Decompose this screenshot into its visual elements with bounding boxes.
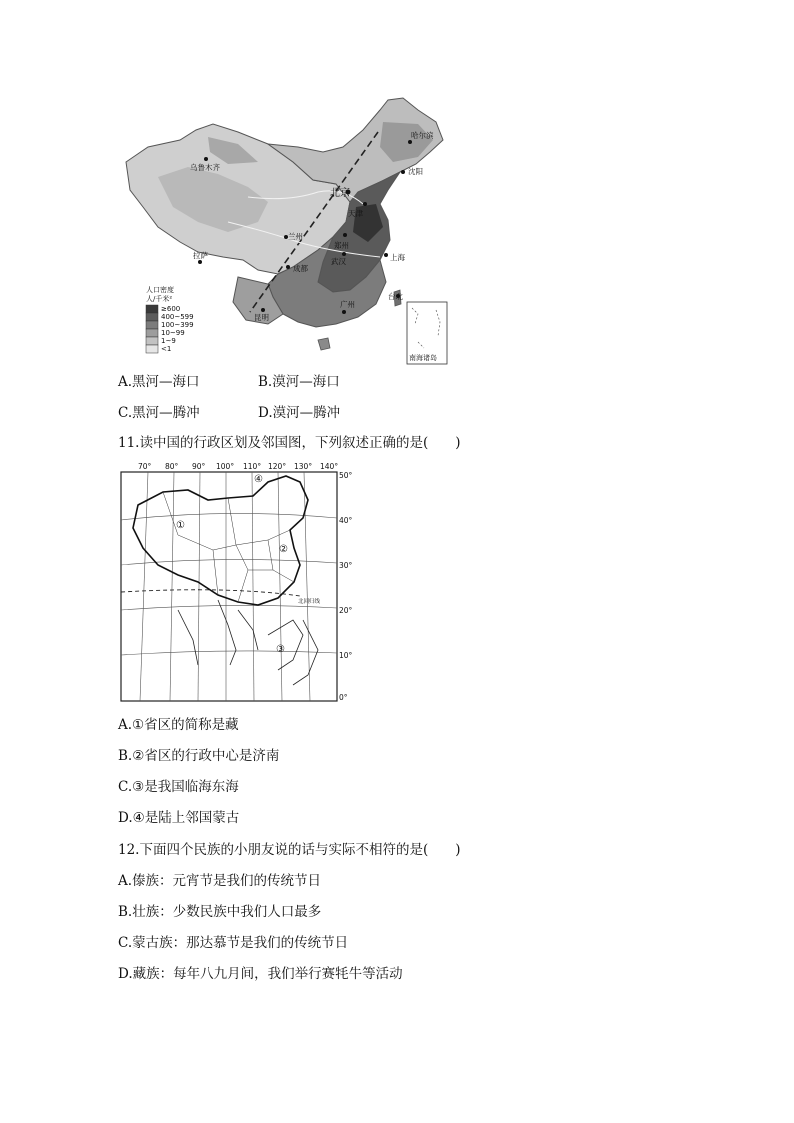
city-label: 上海	[390, 253, 405, 262]
lat-label: 40°	[339, 516, 353, 525]
inset-label: 南海诸岛	[409, 354, 437, 362]
city-label: 北京	[330, 188, 350, 199]
option-c: C.黑河—腾冲	[118, 405, 200, 421]
city-label: 沈阳	[408, 167, 423, 176]
q11-option-b: B.②省区的行政中心是济南	[118, 748, 280, 764]
city-label: 乌鲁木齐	[190, 163, 220, 172]
region-mark-1: ①	[176, 520, 185, 531]
legend-item: 10~99	[161, 329, 185, 337]
q12-option-d: D.藏族：每年八九月间，我们举行赛牦牛等活动	[118, 966, 403, 982]
city-label: 成都	[293, 264, 308, 273]
lon-label: 110°	[243, 462, 262, 471]
q12-option-c: C.蒙古族：那达慕节是我们的传统节日	[118, 935, 349, 951]
option-a: A.黑河—海口	[118, 374, 200, 390]
lat-label: 50°	[339, 471, 353, 480]
q11-option-c: C.③是我国临海东海	[118, 779, 239, 795]
city-label: 天津	[348, 209, 363, 218]
lon-label: 90°	[192, 462, 206, 471]
lon-label: 130°	[294, 462, 313, 471]
city-label: 哈尔滨	[411, 131, 434, 140]
lon-label: 120°	[268, 462, 287, 471]
city-label: 昆明	[254, 313, 269, 322]
lat-label: 10°	[339, 651, 353, 660]
lat-label: 30°	[339, 561, 353, 570]
q12-option-b: B.壮族：少数民族中我们人口最多	[118, 904, 322, 920]
legend-item: <1	[161, 345, 172, 353]
south-china-sea-inset	[407, 302, 447, 364]
city-label: 台北	[388, 292, 403, 301]
region-mark-3: ③	[276, 644, 285, 655]
legend-item: 100~399	[161, 321, 194, 329]
administrative-division-map	[118, 460, 356, 704]
city-label: 兰州	[288, 232, 303, 241]
lon-label: 70°	[138, 462, 152, 471]
legend-unit: 人/千米²	[146, 295, 173, 303]
lat-label: 20°	[339, 606, 353, 615]
question-11-stem: 11.读中国的行政区划及邻国图，下列叙述正确的是( )	[118, 435, 461, 451]
city-label: 拉萨	[193, 251, 208, 260]
lon-label: 80°	[165, 462, 179, 471]
city-label: 武汉	[331, 257, 346, 266]
option-b: B.漠河—海口	[258, 374, 340, 390]
legend-item: ≥600	[161, 305, 181, 313]
population-density-map	[118, 92, 453, 366]
city-label: 郑州	[334, 241, 349, 250]
q11-option-a: A.①省区的简称是藏	[118, 717, 239, 733]
legend-item: 1~9	[161, 337, 176, 345]
lon-label: 140°	[320, 462, 339, 471]
map-legend	[146, 285, 194, 353]
legend-item: 400~599	[161, 313, 194, 321]
region-mark-2: ②	[279, 544, 288, 555]
lon-label: 100°	[216, 462, 235, 471]
option-d: D.漠河—腾冲	[258, 405, 341, 421]
question-12-stem: 12.下面四个民族的小朋友说的话与实际不相符的是( )	[118, 842, 461, 858]
tropic-label: 北回归线	[298, 599, 321, 605]
q12-option-a: A.傣族：元宵节是我们的传统节日	[118, 873, 322, 889]
region-mark-4: ④	[254, 474, 263, 485]
lat-label: 0°	[339, 693, 348, 702]
legend-title: 人口密度	[146, 286, 174, 294]
city-label: 广州	[340, 300, 355, 309]
q11-option-d: D.④是陆上邻国蒙古	[118, 810, 240, 826]
